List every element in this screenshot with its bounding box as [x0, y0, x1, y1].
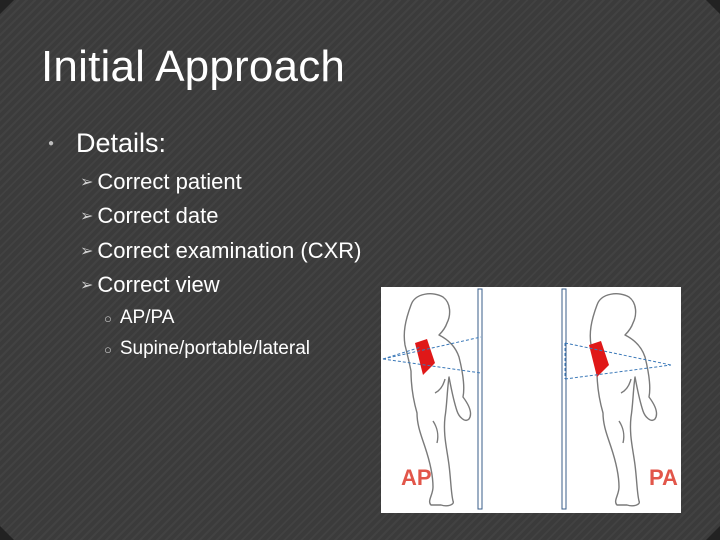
arrow-bullet-icon: ➢ — [80, 277, 94, 294]
list-item-text: Correct patient — [97, 169, 242, 194]
corner-decoration — [0, 526, 14, 540]
pa-figure — [590, 294, 656, 506]
slide-title: Initial Approach — [41, 42, 346, 91]
heading-text: Details: — [76, 128, 167, 158]
circle-bullet-icon: ○ — [104, 341, 112, 357]
pa-detector-plate — [562, 289, 566, 509]
list-item — [80, 238, 361, 264]
corner-decoration — [706, 526, 720, 540]
list-item — [80, 272, 220, 298]
corner-decoration — [706, 0, 720, 14]
sub-list-item-text: Supine/portable/lateral — [119, 338, 310, 359]
sub-list-item-text: AP/PA — [119, 307, 175, 328]
xray-view-illustration — [381, 287, 681, 513]
dot-bullet-icon: ● — [48, 138, 55, 149]
pa-label: PA — [649, 465, 678, 490]
arrow-bullet-icon: ➢ — [80, 174, 94, 191]
sub-list-item — [104, 307, 174, 329]
circle-bullet-icon: ○ — [104, 310, 112, 326]
list-item-text: Correct view — [97, 272, 220, 297]
list-item — [80, 169, 242, 195]
corner-decoration — [0, 0, 14, 14]
arrow-bullet-icon: ➢ — [80, 243, 94, 260]
list-item-text: Correct date — [97, 203, 219, 228]
arrow-bullet-icon: ➢ — [80, 208, 94, 225]
sub-list-item — [104, 338, 310, 360]
ap-detector-plate — [478, 289, 482, 509]
bullet-heading — [48, 128, 166, 159]
ap-label: AP — [401, 465, 432, 490]
list-item-text: Correct examination (CXR) — [97, 238, 362, 263]
list-item — [80, 203, 218, 229]
